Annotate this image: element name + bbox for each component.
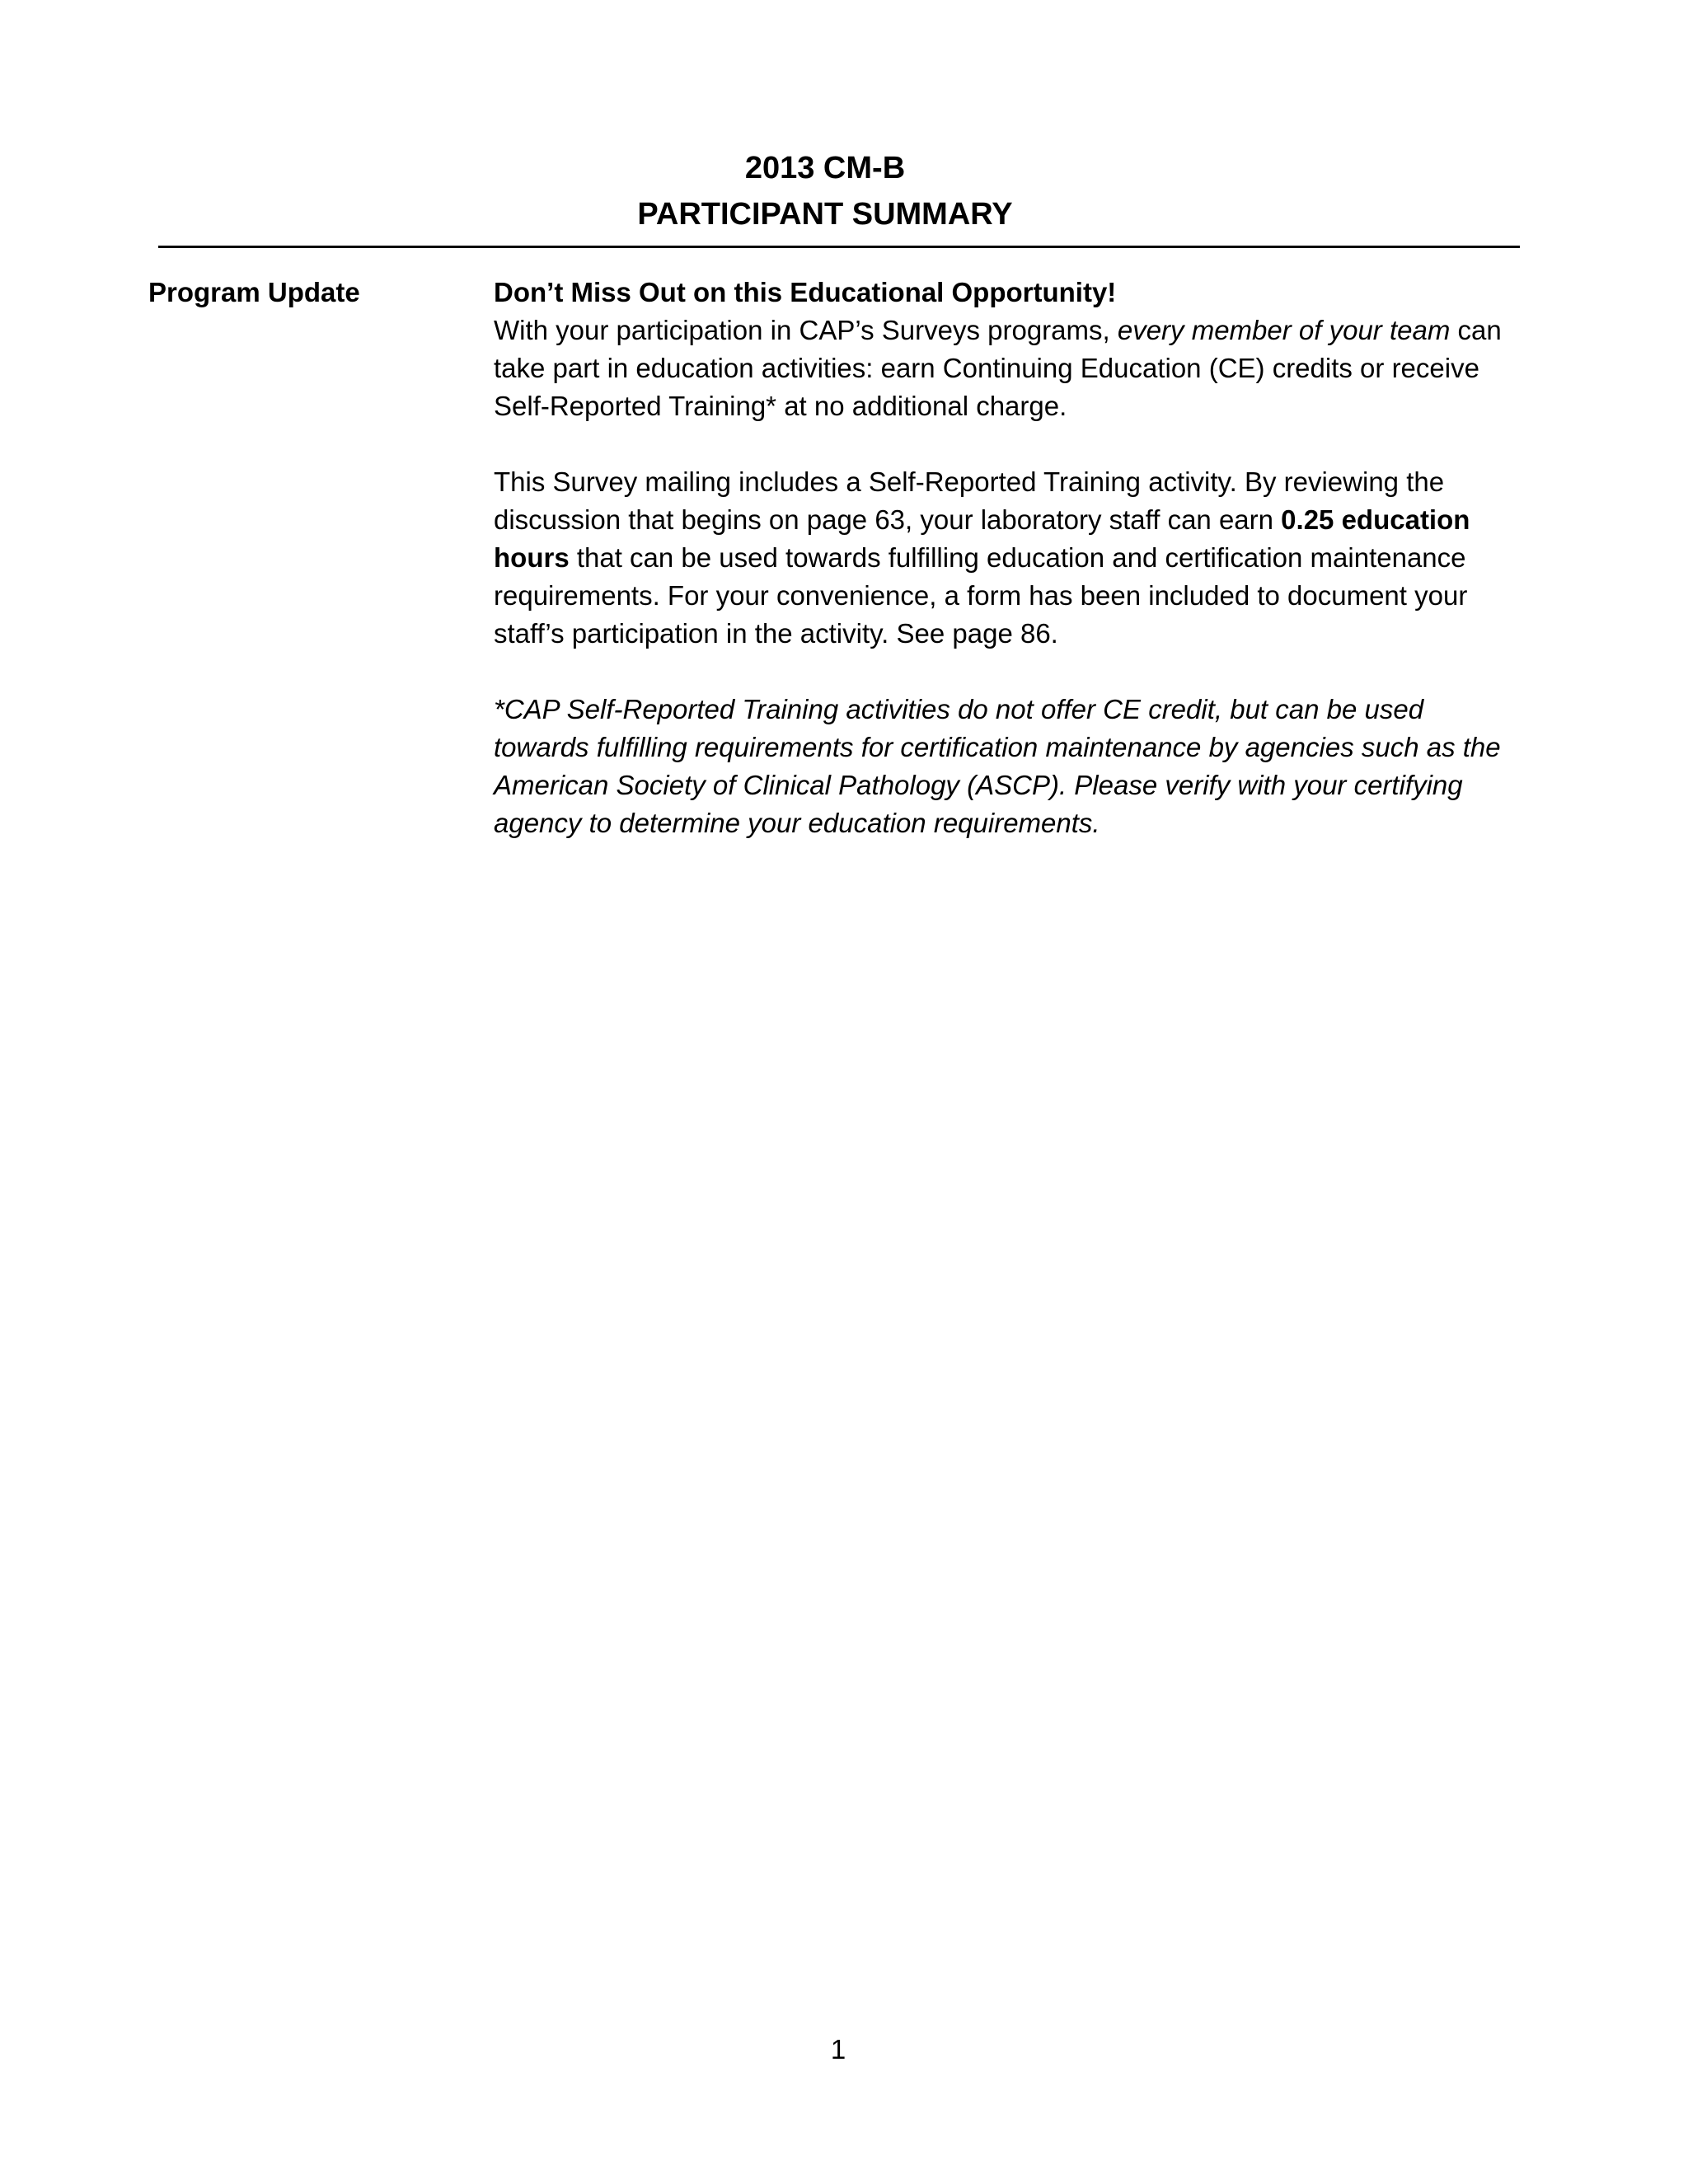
section-label: Program Update xyxy=(148,277,360,307)
paragraph-training-text-1: This Survey mailing includes a Self-Reported Training activity. By reviewing the discussion that begins on page 63, your laboratory staff can earn xyxy=(494,466,1445,535)
section-heading: Don’t Miss Out on this Educational Opportunity! xyxy=(494,277,1117,307)
paragraph-participation xyxy=(494,312,1526,425)
page-header xyxy=(0,145,1650,237)
paragraph-participation-emphasis: every member of your team xyxy=(1117,315,1451,345)
header-divider xyxy=(158,246,1520,248)
document-subtitle: PARTICIPANT SUMMARY xyxy=(637,197,1013,232)
section-content xyxy=(494,274,1526,842)
paragraph-participation-text-2: can take part in education activities: earn Continuing Education (CE) credits or receive Self-Reported Training* at no additional charge. xyxy=(494,315,1502,421)
paragraph-training-text-2: that can be used towards fulfilling education and certification maintenance requirements. For your convenience, a form has been included to document your staff’s participation in the activity. See page 86. xyxy=(494,542,1468,649)
document-title: 2013 CM-B xyxy=(744,151,906,185)
education-hours-highlight: 0.25 education hours xyxy=(494,504,1470,573)
page-number: 1 xyxy=(830,2034,846,2064)
paragraph-participation-text-1: With your participation in CAP’s Surveys programs, xyxy=(494,315,1118,345)
footnote: *CAP Self-Reported Training activities do not offer CE credit, but can be used towards fulfilling requirements for certification maintenance by agencies such as the American Society of Clinical Pathology (ASCP). Please verify with your certifying agency to determine your education requirements. xyxy=(494,694,1501,838)
paragraph-self-reported-training xyxy=(494,463,1526,653)
